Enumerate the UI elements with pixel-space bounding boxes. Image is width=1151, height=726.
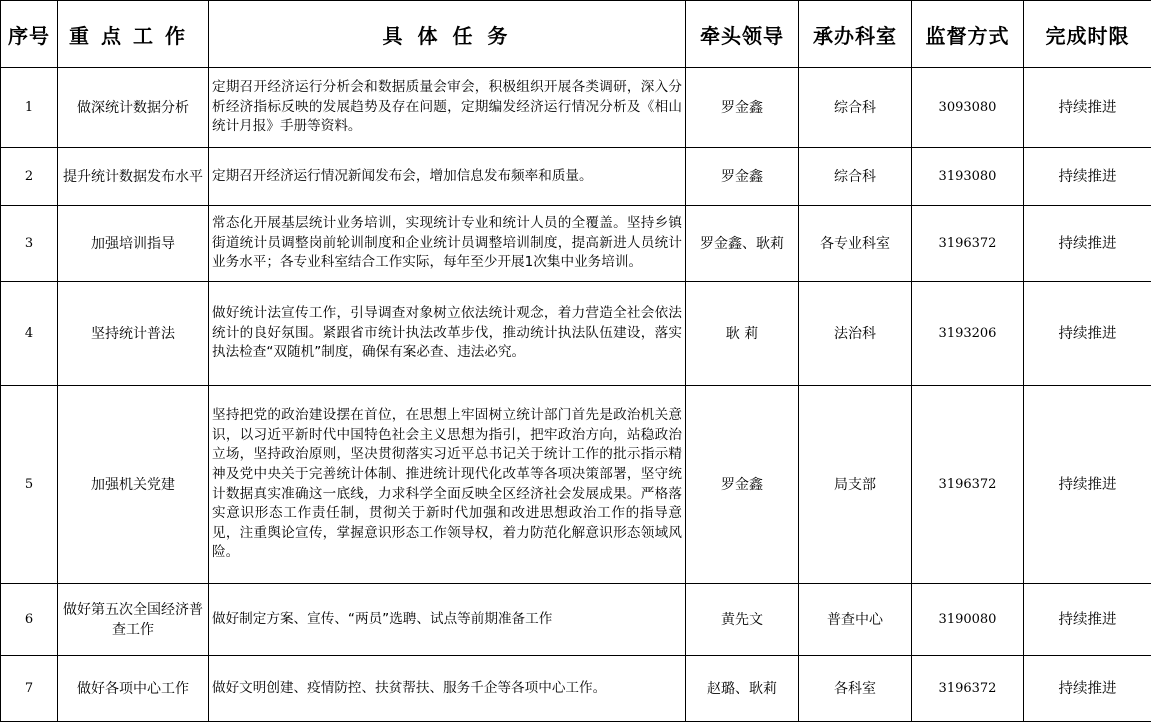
row-dept: 各科室 — [799, 656, 912, 722]
row-supervise: 3196372 — [912, 656, 1024, 722]
row-seq: 7 — [1, 656, 58, 722]
row-seq: 2 — [1, 148, 58, 206]
row-deadline: 持续推进 — [1024, 148, 1151, 206]
row-task: 常态化开展基层统计业务培训，实现统计专业和统计人员的全覆盖。坚持乡镇街道统计员调整岗前轮训制度和企业统计员调整培训制度，提高新进人员统计业务水平；各专业科室结合工作实际，每年至少开展1次集中业务培训。 — [209, 206, 686, 282]
row-supervise: 3093080 — [912, 68, 1024, 148]
row-dept: 普查中心 — [799, 584, 912, 656]
row-task: 坚持把党的政治建设摆在首位，在思想上牢固树立统计部门首先是政治机关意识，以习近平新时代中国特色社会主义思想为指引，把牢政治方向，站稳政治立场，坚持政治原则，坚决贯彻落实习近平总书记关于统计工作的批示指示精神及党中央关于完善统计体制、推进统计现代化改革等各项决策部署，坚守统计数据真实准确这一底线，力求科学全面反映全区经济社会发展成果。严格落实意识形态工作责任制，贯彻关于新时代加强和改进思想政治工作的指导意见，注重舆论宣传，掌握意识形态工作领导权，着力防范化解意识形态领域风险。 — [209, 386, 686, 584]
row-work: 做好各项中心工作 — [58, 656, 209, 722]
table-row — [1, 584, 1151, 656]
row-dept: 法治科 — [799, 282, 912, 386]
row-supervise: 3196372 — [912, 386, 1024, 584]
table-row — [1, 282, 1151, 386]
row-leader: 耿 莉 — [686, 282, 799, 386]
row-supervise: 3193080 — [912, 148, 1024, 206]
row-dept: 综合科 — [799, 148, 912, 206]
row-dept: 各专业科室 — [799, 206, 912, 282]
row-deadline: 持续推进 — [1024, 584, 1151, 656]
row-leader: 赵璐、耿莉 — [686, 656, 799, 722]
header-dept: 承办科室 — [799, 1, 912, 68]
table-row — [1, 656, 1151, 722]
table-row — [1, 68, 1151, 148]
table-row — [1, 148, 1151, 206]
row-deadline: 持续推进 — [1024, 68, 1151, 148]
row-work: 加强培训指导 — [58, 206, 209, 282]
row-deadline: 持续推进 — [1024, 656, 1151, 722]
row-leader: 黄先文 — [686, 584, 799, 656]
row-work: 做深统计数据分析 — [58, 68, 209, 148]
row-deadline: 持续推进 — [1024, 206, 1151, 282]
header-leader: 牵头领导 — [686, 1, 799, 68]
row-dept: 综合科 — [799, 68, 912, 148]
row-task: 定期召开经济运行分析会和数据质量会审会，积极组织开展各类调研，深入分析经济指标反映的发展趋势及存在问题，定期编发经济运行情况分析及《相山统计月报》手册等资料。 — [209, 68, 686, 148]
row-work: 做好第五次全国经济普查工作 — [58, 584, 209, 656]
row-work: 提升统计数据发布水平 — [58, 148, 209, 206]
row-seq: 6 — [1, 584, 58, 656]
row-leader: 罗金鑫 — [686, 148, 799, 206]
row-work: 坚持统计普法 — [58, 282, 209, 386]
row-deadline: 持续推进 — [1024, 282, 1151, 386]
row-task: 做好统计法宣传工作，引导调查对象树立依法统计观念，着力营造全社会依法统计的良好氛围。紧跟省市统计执法改革步伐，推动统计执法队伍建设，落实执法检查“双随机”制度，确保有案必查、违法必究。 — [209, 282, 686, 386]
row-seq: 3 — [1, 206, 58, 282]
row-leader: 罗金鑫 — [686, 68, 799, 148]
header-seq: 序号 — [1, 1, 58, 68]
row-task: 做好文明创建、疫情防控、扶贫帮扶、服务千企等各项中心工作。 — [209, 656, 686, 722]
row-leader: 罗金鑫 — [686, 386, 799, 584]
row-supervise: 3193206 — [912, 282, 1024, 386]
row-supervise: 3196372 — [912, 206, 1024, 282]
row-dept: 局支部 — [799, 386, 912, 584]
header-supervise: 监督方式 — [912, 1, 1024, 68]
row-supervise: 3190080 — [912, 584, 1024, 656]
table-row — [1, 386, 1151, 584]
row-seq: 5 — [1, 386, 58, 584]
row-task: 定期召开经济运行情况新闻发布会，增加信息发布频率和质量。 — [209, 148, 686, 206]
header-deadline: 完成时限 — [1024, 1, 1151, 68]
table-row — [1, 206, 1151, 282]
header-task: 具 体 任 务 — [209, 1, 686, 68]
row-deadline: 持续推进 — [1024, 386, 1151, 584]
row-work: 加强机关党建 — [58, 386, 209, 584]
row-task: 做好制定方案、宣传、“两员”选聘、试点等前期准备工作 — [209, 584, 686, 656]
header-work: 重点工作 — [58, 1, 209, 68]
header-row — [1, 1, 1151, 68]
row-seq: 1 — [1, 68, 58, 148]
row-leader: 罗金鑫、耿莉 — [686, 206, 799, 282]
row-seq: 4 — [1, 282, 58, 386]
